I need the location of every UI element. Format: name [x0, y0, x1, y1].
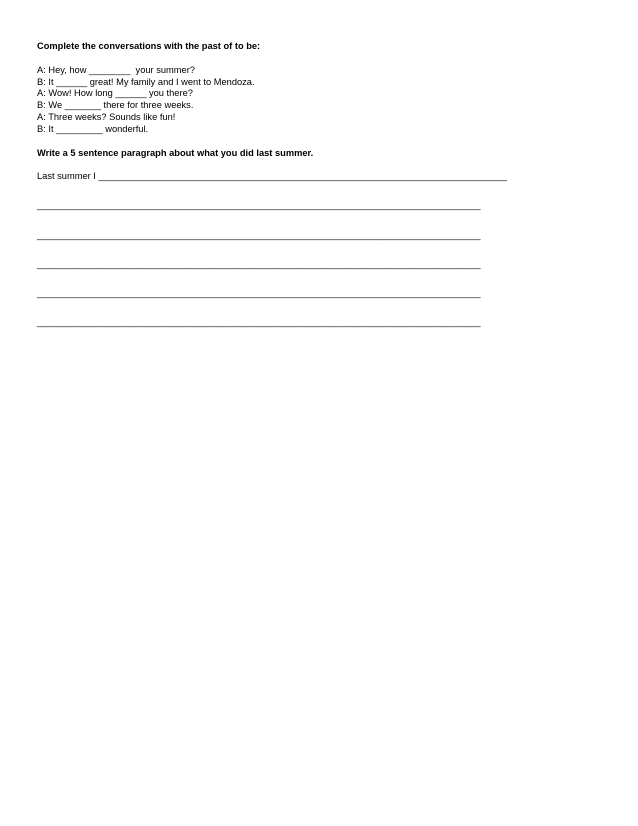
conversation-line: A: Wow! How long ______ you there?	[37, 88, 193, 99]
conversation-line: B: It _________ wonderful.	[37, 123, 149, 134]
writing-line: ___________________________________________________________________________________________	[37, 229, 481, 240]
writing-line: ___________________________________________________________________________________________	[37, 316, 481, 327]
writing-line: ___________________________________________________________________________________________	[37, 287, 481, 298]
conversation-block	[37, 65, 557, 136]
conversation-line: A: Three weeks? Sounds like fun!	[37, 111, 176, 122]
writing-line-first: Last summer I _______________________________________________________________________________	[37, 171, 507, 182]
writing-line: ___________________________________________________________________________________________	[37, 200, 481, 211]
conversation-line: A: Hey, how ________ your summer?	[37, 64, 195, 75]
spacer	[37, 53, 557, 65]
worksheet-content	[37, 41, 557, 329]
conversation-line: B: We _______ there for three weeks.	[37, 100, 194, 111]
writing-line: ___________________________________________________________________________________________	[37, 258, 481, 269]
conversation-line: B: It ______ great! My family and I went to Mendoza.	[37, 76, 255, 87]
section-2-heading: Write a 5 sentence paragraph about what you did last summer.	[37, 147, 314, 158]
section-1-heading: Complete the conversations with the past of to be:	[37, 41, 261, 51]
